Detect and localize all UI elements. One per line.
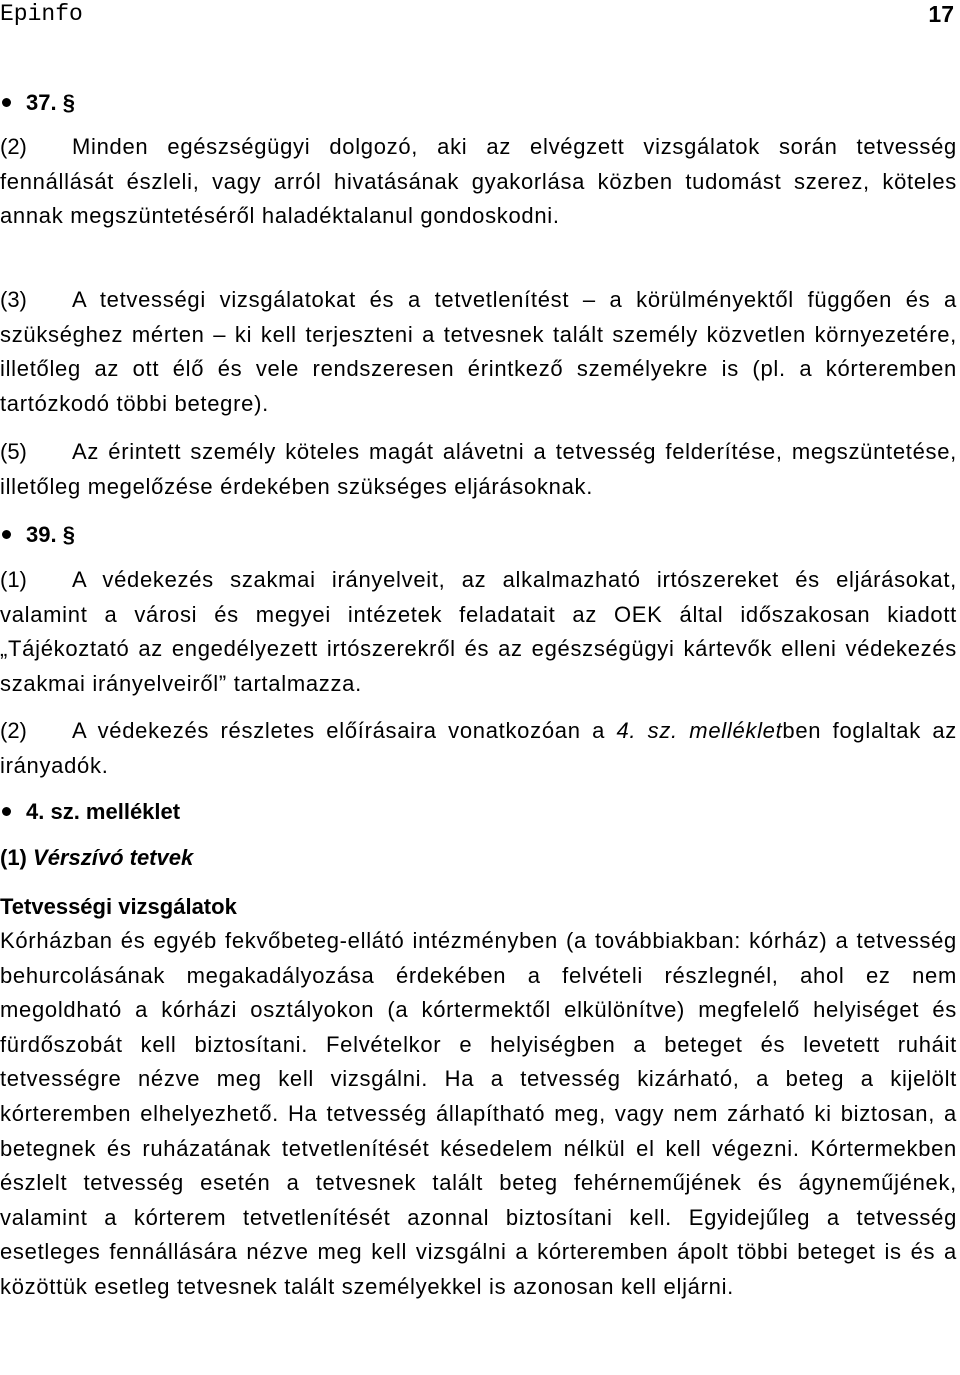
paragraph-number: (2) <box>0 134 27 159</box>
annex-sub-number: (1) <box>0 845 27 870</box>
section-37-paragraph-2 <box>0 130 957 234</box>
annex-body-paragraph: Kórházban és egyéb fekvőbeteg-ellátó intézményben (a továbbiakban: kórház) a tetvesség behurcolásának megakadályozása érdekében a felvételi részlegnél, ahol ez nem megoldható a kórházi osztályokon (a kórtermektől elkülönítve) megfelelő helyiséget és fürdőszobát kell biztosítani. Felvételkor e helyiségben a beteget és levetett ruháit tetvességre nézve meg kell vizsgálni. Ha a tetvesség kizárható, a beteg a kijelölt kórteremben elhelyezhető. Ha tetvesség állapítható meg, vagy nem zárható ki biztosan, a betegnek és ruházatának tetvetlenítését késedelem nélkül el kell végezni. Kórtermekben észlelt tetvesség esetén a tetvesnek talált beteg fehérneműjének és ágyneműjének, valamint a kórterem tetvetlenítését azonnal biztosítani kell. Egyidejűleg a tetvesség esetleges fennállására nézve meg kell vizsgálni a kórteremben ápolt többi beteget is és a közöttük esetleg tetvesnek talált személyekkel is azonosan kell eljárni. <box>0 928 957 1299</box>
annex-reference: 4. sz. melléklet <box>616 718 783 743</box>
section-37-heading <box>0 88 75 118</box>
paragraph-number: (2) <box>0 718 27 743</box>
paragraph-text: A védekezés szakmai irányelveit, az alkalmazható irtószereket és eljárásokat, valamint a városi és megyei intézetek feladatait az OEK által időszakosan kiadott „Tájékoztató az engedélyezett irtószerekről és az egészségügyi kártevők elleni védekezés szakmai irányelveiről” tartalmazza. <box>0 567 957 696</box>
bullet-icon <box>2 98 11 107</box>
annex-subheading <box>0 843 193 873</box>
paragraph-number: (3) <box>0 287 27 312</box>
bullet-icon <box>2 530 11 539</box>
paragraph-number: (1) <box>0 567 27 592</box>
section-37-paragraph-3 <box>0 283 957 421</box>
page-number: 17 <box>928 1 954 27</box>
section-title: Tetvességi vizsgálatok <box>0 894 237 919</box>
section-39-paragraph-1 <box>0 563 957 701</box>
bullet-icon <box>2 807 11 816</box>
paragraph-text: A tetvességi vizsgálatokat és a tetvetlenítést – a körülményektől függően és a szükséghez mérten – ki kell terjeszteni a tetvesnek talált személy közvetlen környezetére, illetőleg az ott élő és vele rendszeresen érintkező személyekre is (pl. a kórteremben tartózkodó többi betegre). <box>0 287 957 416</box>
section-39-paragraph-2 <box>0 714 957 783</box>
annex-label: 4. sz. melléklet <box>26 799 181 824</box>
section-39-label: 39. § <box>26 522 75 547</box>
paragraph-text-after: ben foglaltak az irányadók. <box>0 718 957 778</box>
section-39-heading <box>0 520 75 550</box>
annex-heading <box>0 797 180 827</box>
section-37-paragraph-5 <box>0 435 957 504</box>
running-header: Epinfo <box>0 1 83 27</box>
section-37-label: 37. § <box>26 90 75 115</box>
annex-sub-title: Vérszívó tetvek <box>33 845 194 870</box>
paragraph-text: Az érintett személy köteles magát alávetni a tetvesség felderítése, megszüntetése, illetőleg megelőzése érdekében szükséges eljárásoknak. <box>0 439 957 499</box>
paragraph-number: (5) <box>0 439 27 464</box>
paragraph-text: Minden egészségügyi dolgozó, aki az elvégzett vizsgálatok során tetvesség fennállását észleli, vagy arról hivatásának gyakorlása közben tudomást szerez, köteles annak megszüntetéséről haladéktalanul gondoskodni. <box>0 134 957 229</box>
paragraph-text-before: A védekezés részletes előírásaira vonatkozóan a <box>72 718 617 743</box>
